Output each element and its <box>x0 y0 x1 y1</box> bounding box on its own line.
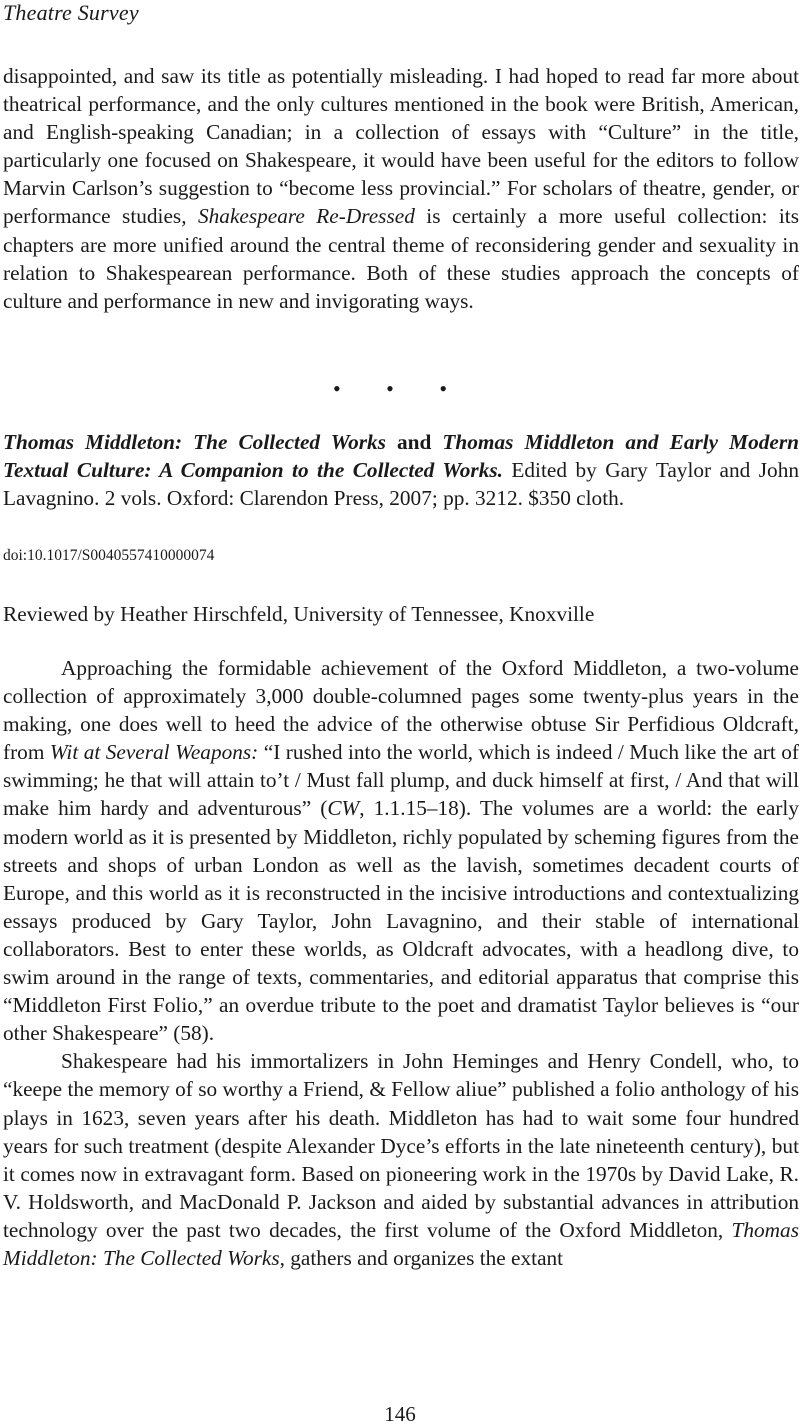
citation-conjunction: and <box>385 430 443 454</box>
collected-works-title-italic: Thomas Middleton: The Collected Works <box>3 1217 799 1270</box>
review-paragraph-2: Shakespeare had his immortalizers in John Heminges and Henry Condell, who, to “keepe the memory of so worthy a Friend, & Fellow aliue” published a folio anthology of his plays in 1623, seven years after his death. Middleton has had to wait some four hundred years for such treatment (despite Alexander Dyce’s efforts in the late nineteenth century), but it comes now in extravagant form. Based on pioneering work in the 1970s by David Lake, R. V. Holdsworth, and MacDonald P. Jackson and aided by substantial advances in attribution technology over the past two decades, the first volume of the Oxford Middleton, Thomas Middleton: The Collected Works, gathers and organizes the extant <box>3 1049 799 1270</box>
cw-abbrev-italic: CW <box>327 796 360 821</box>
reviewer-byline: Reviewed by Heather Hirschfeld, University of Tennessee, Knoxville <box>3 602 595 626</box>
review-paragraph-1: Approaching the formidable achievement of the Oxford Middleton, a two-volume collection of approximately 3,000 double-columned pages some twenty-plus years in the making, one does well to heed the advice of the otherwise obtuse Sir Perfidious Oldcraft, from Wit at Several Weapons: “I rushed into the world, which is indeed / Much like the art of swimming; he that will attain to’t / Must fall plump, and duck himself at first, / And that will make him hardy and adventurous” (CW, 1.1.15–18). The volumes are a world: the early modern world as it is presented by Middleton, richly populated by scheming figures from the streets and shops of urban London as well as the lavish, sometimes decadent courts of Europe, and this world as it is reconstructed in the incisive introductions and contextualizing essays produced by Gary Taylor, John Lavagnino, and their stable of international collaborators. Best to enter these worlds, as Oldcraft advocates, with a headlong dive, to swim around in the range of texts, commentaries, and editorial apparatus that comprise this “Middleton First Folio,” an overdue tribute to the poet and dramatist Taylor believes is “our other Shakespeare” (58). <box>3 656 799 1046</box>
book-citation <box>3 428 799 512</box>
intro-text-part2: is certainly a more useful collection: its chapters are more unified around the central theme of reconsidering gender and sexuality in relation to Shakespearean performance. Both of these studies approach the concepts of culture and performance in new and invigorating ways. <box>3 204 799 313</box>
section-break-ornament: • • • <box>332 376 468 401</box>
play-title-italic: Wit at Several Weapons: <box>49 740 259 765</box>
doi-link[interactable]: doi:10.1017/S0040557410000074 <box>3 547 215 564</box>
citation-title-1: Thomas Middleton: The Collected Works <box>3 430 386 454</box>
page-number: 146 <box>384 1402 416 1426</box>
citation-details: Edited by Gary Taylor and John Lavagnino. 2 vols. Oxford: Clarendon Press, 2007; pp. 3212. $350 cloth. <box>3 458 799 511</box>
intro-title-italic: Shakespeare Re-Dressed <box>198 204 415 229</box>
intro-text-part1: disappointed, and saw its title as potentially misleading. I had hoped to read far more about theatrical performance, and the only cultures mentioned in the book were British, American, and English-speaking Canadian; in a collection of essays with “Culture” in the title, particularly one focused on Shakespeare, it would have been useful for the editors to follow Marvin Carlson’s suggestion to “become less provincial.” For scholars of theatre, gender, or performance studies, <box>3 64 799 229</box>
running-head: Theatre Survey <box>3 0 139 25</box>
intro-paragraph <box>3 62 799 315</box>
review-body <box>3 654 799 1272</box>
citation-title-2: Thomas Middleton and Early Modern Textual Culture: A Companion to the Collected Works. <box>3 430 799 483</box>
